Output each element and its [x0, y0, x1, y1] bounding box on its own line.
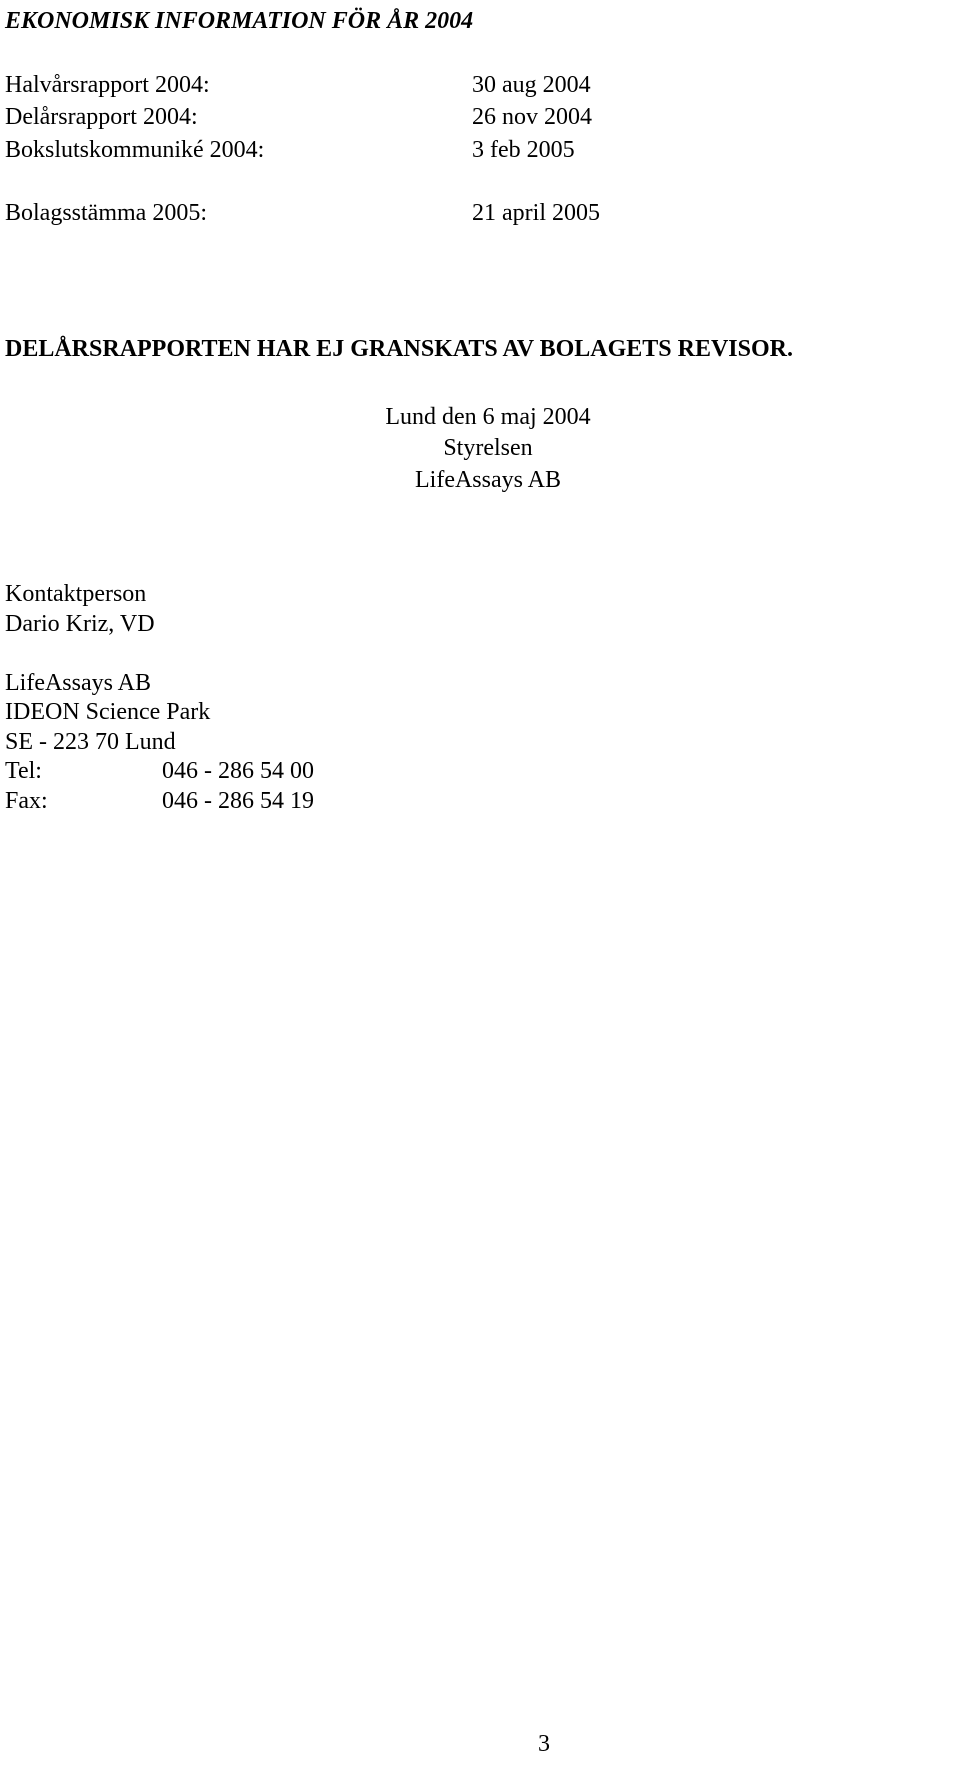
schedule-date: 3 feb 2005	[472, 137, 575, 163]
schedule-label: Bolagsstämma 2005:	[5, 200, 207, 226]
schedule-date: 30 aug 2004	[472, 72, 591, 98]
signature-company: LifeAssays AB	[415, 467, 561, 493]
signature-board: Styrelsen	[443, 435, 533, 461]
page-number: 3	[538, 1731, 550, 1757]
schedule-date: 26 nov 2004	[472, 104, 592, 130]
contact-heading: Kontaktperson	[5, 581, 147, 607]
page-heading: EKONOMISK INFORMATION FÖR ÅR 2004	[5, 8, 474, 34]
contact-person: Dario Kriz, VD	[5, 611, 155, 637]
signature-place-date: Lund den 6 maj 2004	[385, 404, 591, 430]
fax-label: Fax:	[5, 788, 48, 814]
audit-notice: DELÅRSRAPPORTEN HAR EJ GRANSKATS AV BOLAGETS REVISOR.	[5, 336, 793, 362]
schedule-label: Delårsrapport 2004:	[5, 104, 198, 130]
fax-number: 046 - 286 54 19	[162, 788, 314, 814]
contact-address-line2: SE - 223 70 Lund	[5, 729, 176, 755]
contact-address-line1: IDEON Science Park	[5, 699, 211, 725]
tel-number: 046 - 286 54 00	[162, 758, 314, 784]
schedule-label: Halvårsrapport 2004:	[5, 72, 210, 98]
contact-company: LifeAssays AB	[5, 670, 151, 696]
tel-label: Tel:	[5, 758, 42, 784]
schedule-date: 21 april 2005	[472, 200, 600, 226]
schedule-label: Bokslutskommuniké 2004:	[5, 137, 265, 163]
